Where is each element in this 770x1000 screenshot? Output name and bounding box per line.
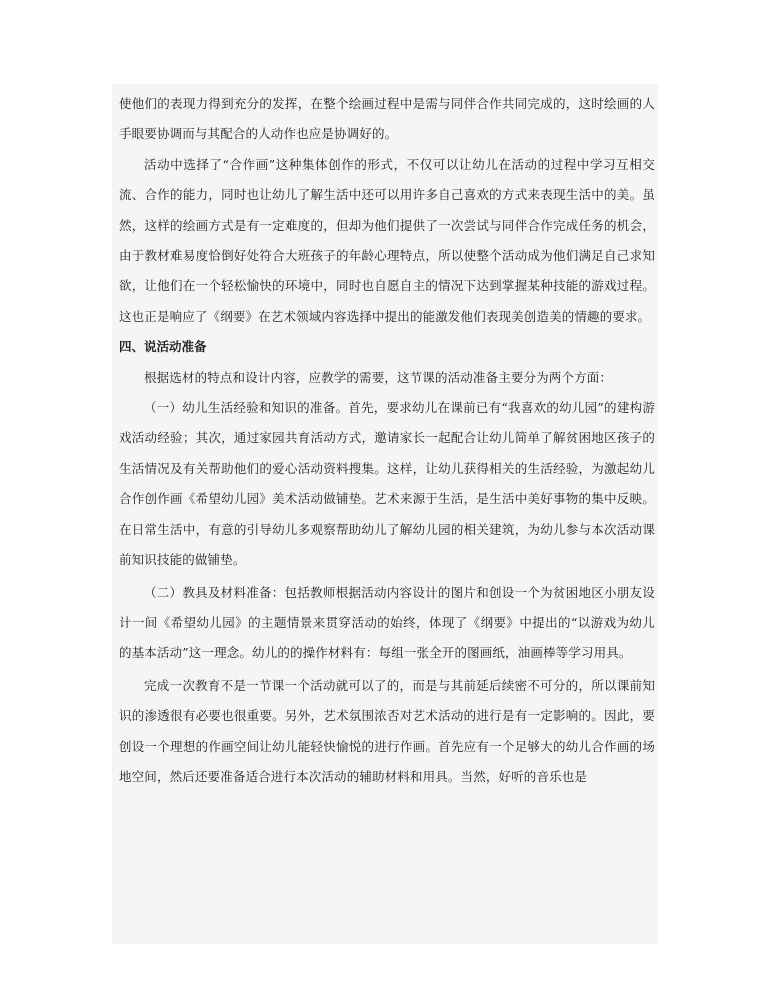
paragraph-environment: 完成一次教育不是一节课一个活动就可以了的，而是与其前延后续密不可分的，所以课前知识的渗透很有必要也很重要。另外，艺术氛围浓否对艺术活动的进行是有一定影响的。因此，要创设一个理想的作画空间让幼儿能轻快愉悦的进行作画。首先应有一个足够大的幼儿合作画的场地空间，然后还要准备适合进行本次活动的辅助材料和用具。当然，好听的音乐也是 [119, 677, 655, 784]
paragraph-teaching-materials: （二）教具及材料准备：包括教师根据活动内容设计的图片和创设一个为贫困地区小朋友设计一间《希望幼儿园》的主题情景来贯穿活动的始终，体现了《纲要》中提出的“以游戏为幼儿的基本活动”这一理念。幼儿的的操作材料有：每组一张全开的图画纸，油画棒等学习用具。 [119, 584, 655, 661]
paragraph-cooperative-painting: 活动中选择了“合作画”这种集体创作的形式，不仅可以让幼儿在活动的过程中学习互相交流、合作的能力，同时也让幼儿了解生活中还可以用许多自己喜欢的方式来表现生活中的美。虽然，这样的绘画方式是有一定难度的，但却为他们提供了一次尝试与同伴合作完成任务的机会，由于教材难易度恰倒好处符合大班孩子的年龄心理特点，所以使整个活动成为他们满足自己求知欲，让他们在一个轻松愉快的环境中，同时也自愿自主的情况下达到掌握某种技能的游戏过程。这也正是响应了《纲要》在艺术领域内容选择中提出的能激发他们表现美创造美的情趣的要求。 [119, 156, 655, 324]
paragraph-continuation: 使他们的表现力得到充分的发挥，在整个绘画过程中是需与同伴合作共同完成的，这时绘画的人手眼要协调而与其配合的人动作也应是协调好的。 [119, 96, 655, 142]
section-heading-activity-preparation: 四、说活动准备 [119, 339, 207, 355]
document-body [119, 89, 655, 792]
paragraph-preparation-intro: 根据选材的特点和设计内容，应教学的需要，这节课的活动准备主要分为两个方面： [144, 369, 613, 385]
paragraph-life-experience: （一）幼儿生活经验和知识的准备。首先，要求幼儿在课前已有“我喜欢的幼儿园”的建构游戏活动经验；其次，通过家园共育活动方式，邀请家长一起配合让幼儿简单了解贫困地区孩子的生活情况及有关帮助他们的爱心活动资料搜集。这样，让幼儿获得相关的生活经验，为激起幼儿合作创作画《希望幼儿园》美术活动做铺垫。艺术来源于生活，是生活中美好事物的集中反映。在日常生活中，有意的引导幼儿多观察帮助幼儿了解幼儿园的相关建筑，为幼儿参与本次活动课前知识技能的做铺垫。 [119, 400, 655, 568]
